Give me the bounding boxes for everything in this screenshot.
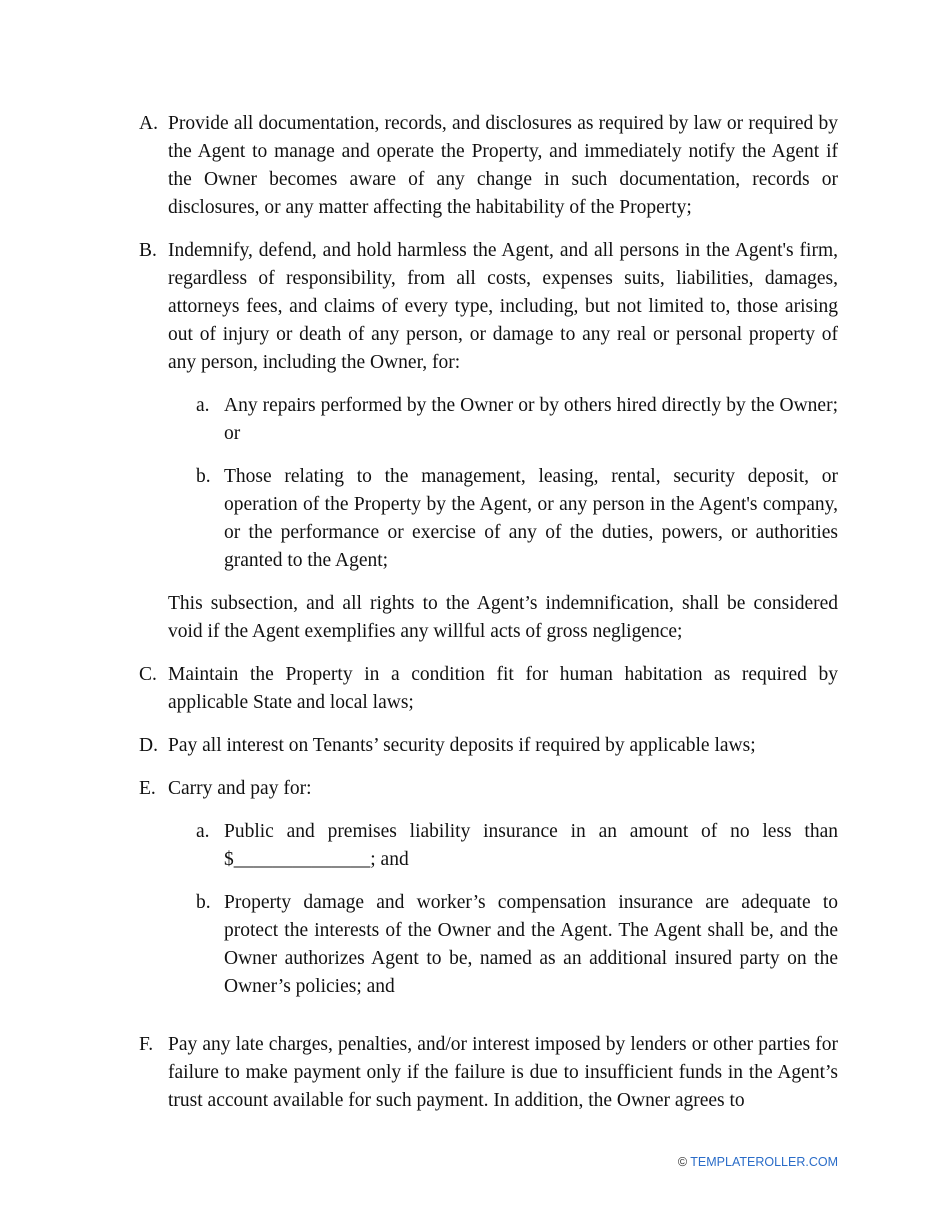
subsection-note: This subsection, and all rights to the Agent’s indemnification, shall be considered void if the Agent exemplifies any willful acts of gross negligence; bbox=[168, 593, 838, 642]
list-item-c bbox=[139, 661, 838, 717]
sub-item-text: Any repairs performed by the Owner or by others hired directly by the Owner; or bbox=[224, 395, 838, 444]
templateroller-link[interactable]: TEMPLATEROLLER.COM bbox=[690, 1155, 838, 1169]
sublist bbox=[168, 818, 838, 1001]
sub-item-marker: b. bbox=[196, 892, 211, 913]
item-text: Pay all interest on Tenants’ security deposits if required by applicable laws; bbox=[168, 735, 756, 756]
item-text: Maintain the Property in a condition fit for human habitation as required by applicable State and local laws; bbox=[168, 664, 838, 713]
list-item-f bbox=[139, 1031, 838, 1115]
sub-item-marker: a. bbox=[196, 821, 210, 842]
item-marker: B. bbox=[139, 240, 157, 261]
item-text: Pay any late charges, penalties, and/or interest imposed by lenders or other parties for failure to make payment only if the failure is due to insufficient funds in the Agent’s trust account available for such payment. In addition, the Owner agrees to bbox=[168, 1034, 838, 1111]
item-text: Indemnify, defend, and hold harmless the Agent, and all persons in the Agent's firm, regardless of responsibility, from all costs, expenses suits, liabilities, damages, attorneys fees, and claims of every type, including, but not limited to, those arising out of injury or death of any person, or damage to any real or personal property of any person, including the Owner, for: bbox=[168, 240, 838, 373]
item-marker: A. bbox=[139, 113, 158, 134]
sub-item-text: Property damage and worker’s compensation insurance are adequate to protect the interests of the Owner and the Agent. The Agent shall be, and the Owner authorizes Agent to be, named as an additional insured party on the Owner’s policies; and bbox=[224, 892, 838, 997]
sublist bbox=[168, 392, 838, 575]
item-marker: C. bbox=[139, 664, 157, 685]
item-text: Provide all documentation, records, and disclosures as required by law or required by the Agent to manage and operate the Property, and immediately notify the Agent if the Owner becomes aware of any change in such documentation, records or disclosures, or any matter affecting the habitability of the Property; bbox=[168, 113, 838, 218]
list-item-e bbox=[139, 775, 838, 1016]
sub-item-a bbox=[196, 818, 838, 874]
sub-item-text: Public and premises liability insurance in an amount of no less than $______________; and bbox=[224, 821, 838, 870]
sub-item-b bbox=[196, 463, 838, 575]
obligations-list bbox=[139, 110, 838, 1130]
item-marker: E. bbox=[139, 778, 156, 799]
copyright-symbol: © bbox=[677, 1155, 688, 1169]
sub-item-text: Those relating to the management, leasing, rental, security deposit, or operation of the Property by the Agent, or any person in the Agent's company, or the performance or exercise of any of the duties, powers, or authorities granted to the Agent; bbox=[224, 466, 838, 571]
item-marker: F. bbox=[139, 1034, 154, 1055]
list-item-d bbox=[139, 732, 838, 760]
sub-item-a bbox=[196, 392, 838, 448]
list-item-a bbox=[139, 110, 838, 222]
footer-credit bbox=[678, 1155, 838, 1169]
sub-item-marker: a. bbox=[196, 395, 210, 416]
list-item-b bbox=[139, 237, 838, 646]
item-text: Carry and pay for: bbox=[168, 778, 312, 799]
item-marker: D. bbox=[139, 735, 158, 756]
sub-item-b bbox=[196, 889, 838, 1001]
sub-item-marker: b. bbox=[196, 466, 211, 487]
